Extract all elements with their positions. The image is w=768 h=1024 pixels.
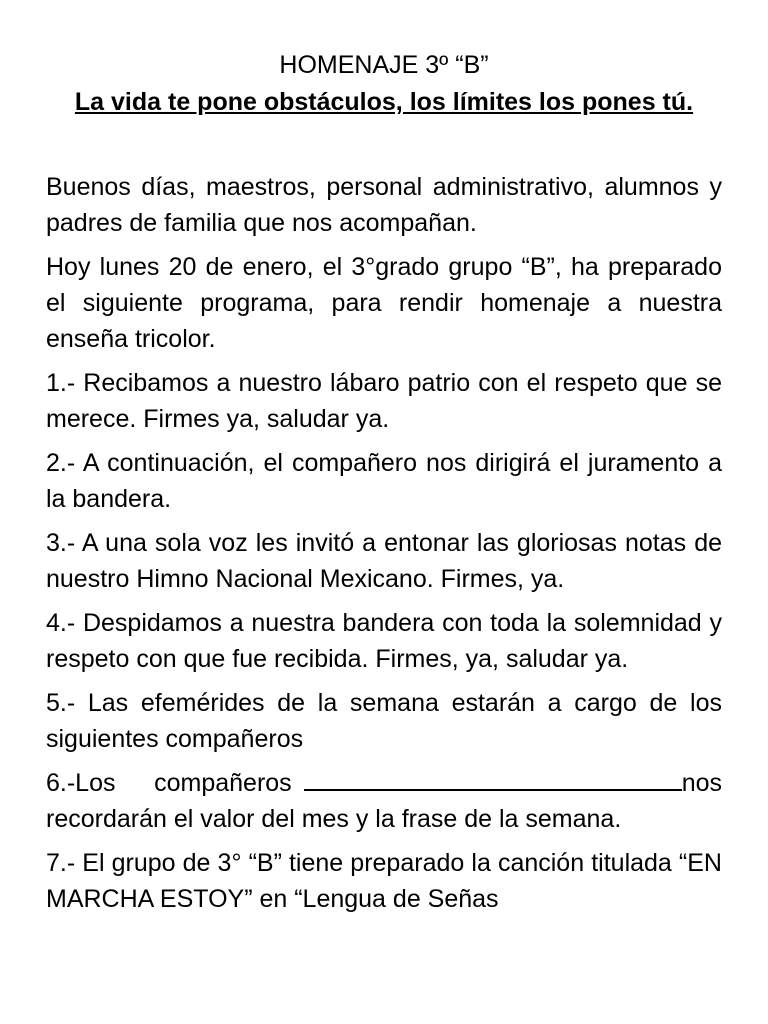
program-item-4: 4.- Despidamos a nuestra bandera con toda la solemnidad y respeto con que fue recibida. Firmes, ya, saludar ya. xyxy=(46,609,722,673)
greeting-paragraph: Buenos días, maestros, personal administrativo, alumnos y padres de familia que nos acompañan. xyxy=(46,173,722,237)
program-item-6 xyxy=(46,765,722,837)
program-item-6-start: 6.-Los compañeros xyxy=(46,769,292,797)
document-motto: La vida te pone obstáculos, los límites los pones tú. xyxy=(74,88,694,116)
program-item-1: 1.- Recibamos a nuestro lábaro patrio con el respeto que se merece. Firmes ya, saludar ya. xyxy=(46,369,722,433)
program-item-5: 5.- Las efemérides de la semana estarán a cargo de los siguientes compañeros xyxy=(46,689,722,753)
program-item-7: 7.- El grupo de 3° “B” tiene preparado la canción titulada “EN MARCHA ESTOY” en “Lengua de Señas xyxy=(46,849,722,913)
program-item-2: 2.- A continuación, el compañero nos dirigirá el juramento a la bandera. xyxy=(46,449,722,513)
program-item-6-end: nos recordarán el valor del mes y la frase de la semana. xyxy=(46,769,722,833)
fill-in-blank-line xyxy=(304,769,682,791)
document-page xyxy=(46,0,722,1024)
document-title: HOMENAJE 3º “B” xyxy=(279,51,489,79)
intro-paragraph: Hoy lunes 20 de enero, el 3°grado grupo “B”, ha preparado el siguiente programa, para rendir homenaje a nuestra enseña tricolor. xyxy=(46,253,722,353)
program-item-3: 3.- A una sola voz les invitó a entonar las gloriosas notas de nuestro Himno Nacional Mexicano. Firmes, ya. xyxy=(46,529,722,593)
